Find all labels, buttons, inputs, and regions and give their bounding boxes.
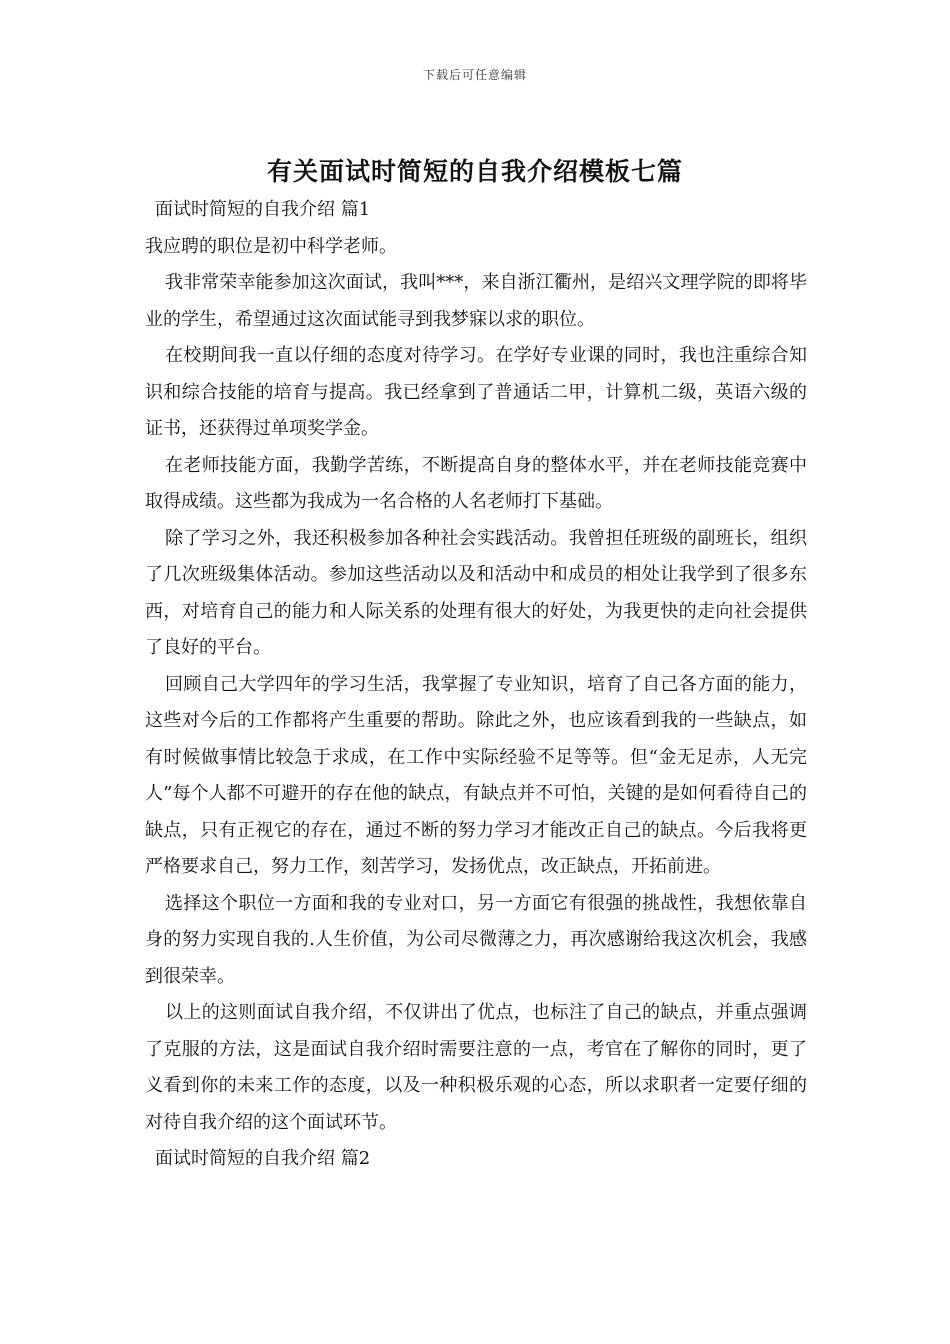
section-heading-1: 面试时简短的自我介绍 篇1 [155,199,371,220]
document-body [145,192,807,1178]
paragraph-8: 以上的这则面试自我介绍，不仅讲出了优点，也标注了自己的缺点，并重点强调了克服的方法，这是面试自我介绍时需要注意的一点，考官在了解你的同时，更了义看到你的未来工作的态度，以及一种积极乐观的心态，所以求职者一定要仔细的对待自我介绍的这个面试环节。 [145,1002,807,1133]
paragraph-6: 回顾自己大学四年的学习生活，我掌握了专业知识，培育了自己各方面的能力，这些对今后的工作都将产生重要的帮助。除此之外，也应该看到我的一些缺点，如有时候做事情比较急于求成，在工作中实际经验不足等等。但“金无足赤，人无完人”每个人都不可避开的存在他的缺点，有缺点并不可怕，关键的是如何看待自己的缺点，只有正视它的存在，通过不断的努力学习才能改正自己的缺点。今后我将更严格要求自己，努力工作，刻苦学习，发扬优点，改正缺点，开拓前进。 [145,673,807,877]
paragraph-7: 选择这个职位一方面和我的专业对口，另一方面它有很强的挑战性，我想依靠自身的努力实现自我的.人生价值，为公司尽微薄之力，再次感谢给我这次机会，我感到很荣幸。 [145,892,807,987]
header-note: 下载后可任意编辑 [422,68,527,82]
document-title: 有关面试时简短的自我介绍模板七篇 [266,157,683,186]
paragraph-2: 我非常荣幸能参加这次面试，我叫***，来自浙江衢州，是绍兴文理学院的即将毕业的学生，希望通过这次面试能寻到我梦寐以求的职位。 [145,272,807,330]
section-heading-2: 面试时简短的自我介绍 篇2 [155,1148,371,1169]
paragraph-3: 在校期间我一直以仔细的态度对待学习。在学好专业课的同时，我也注重综合知识和综合技能的培育与提高。我已经拿到了普通话二甲，计算机二级，英语六级的证书，还获得过单项奖学金。 [145,345,807,439]
paragraph-4: 在老师技能方面，我勤学苦练，不断提高自身的整体水平，并在老师技能竞赛中取得成绩。这些都为我成为一名合格的人名老师打下基础。 [145,454,807,512]
paragraph-5: 除了学习之外，我还积极参加各种社会实践活动。我曾担任班级的副班长，组织了几次班级集体活动。参加这些活动以及和活动中和成员的相处让我学到了很多东西，对培育自己的能力和人际关系的处理有很大的好处，为我更快的走向社会提供了良好的平台。 [145,527,807,658]
paragraph-1: 我应聘的职位是初中科学老师。 [145,235,397,257]
